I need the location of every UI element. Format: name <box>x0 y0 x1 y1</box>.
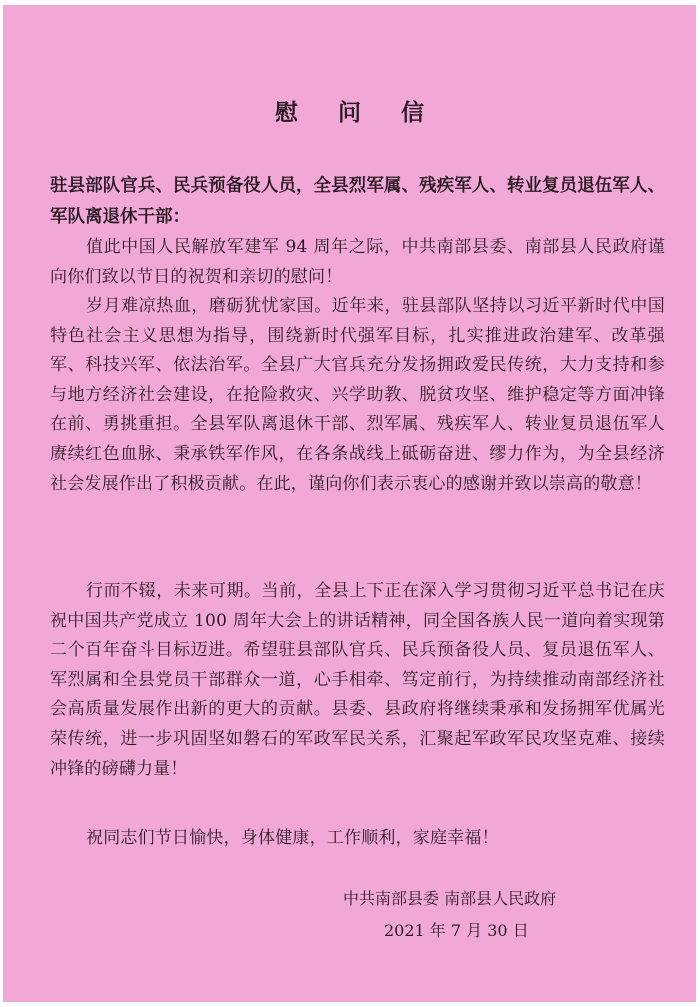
letter-title: 慰 问 信 <box>274 99 440 126</box>
letter-paragraph-2: 岁月难凉热血，磨砺犹忧家国。近年来，驻县部队坚持以习近平新时代中国特色社会主义思想为指导，围绕新时代强军目标，扎实推进政治建军、改革强军、科技兴军、依法治军。全县广大官兵充分发扬拥政爱民传统，大力支持和参与地方经济社会建设，在抢险救灾、兴学助教、脱贫攻坚、维护稳定等方面冲锋在前、勇挑重担。全县军队离退休干部、烈军属、残疾军人、转业复员退伍军人赓续红色血脉、秉承铁军作风，在各条战线上砥砺奋进、缪力作为，为全县经济社会发展作出了积极贡献。在此，谨向你们表示衷心的感谢并致以崇高的敬意！ <box>50 296 665 494</box>
letter-paragraph-4: 祝同志们节日愉快，身体健康，工作顺利，家庭幸福！ <box>86 828 499 848</box>
letter-date: 2021 年 7 月 30 日 <box>384 921 529 940</box>
letter-page <box>3 5 696 1002</box>
letter-paragraph-3: 行而不辍，未来可期。当前，全县上下正在深入学习贯彻习近平总书记在庆祝中国共产党成立 100 周年大会上的讲话精神，同全国各族人民一道向着实现第二个百年奋斗目标迈进。希望驻县部队官兵、民兵预备役人员、复员退伍军人、军烈属和全县党员干部群众一道，心手相牵、笃定前行，为持续推动南部经济社会高质量发展作出新的更大的贡献。县委、县政府将继续秉承和发扬拥军优属光荣传统，进一步巩固坚如磐石的军政军民关系，汇聚起军政军民攻坚克难、接续冲锋的磅礴力量！ <box>50 581 665 779</box>
letter-salutation: 驻县部队官兵、民兵预备役人员，全县烈军属、残疾军人、转业复员退伍军人、军队离退休干部： <box>50 176 665 227</box>
letter-paragraph-1: 值此中国人民解放军建军 94 周年之际，中共南部县委、南部县人民政府谨向你们致以节日的祝贺和亲切的慰问！ <box>50 237 665 287</box>
letter-signature: 中共南部县委 南部县人民政府 <box>343 889 557 908</box>
